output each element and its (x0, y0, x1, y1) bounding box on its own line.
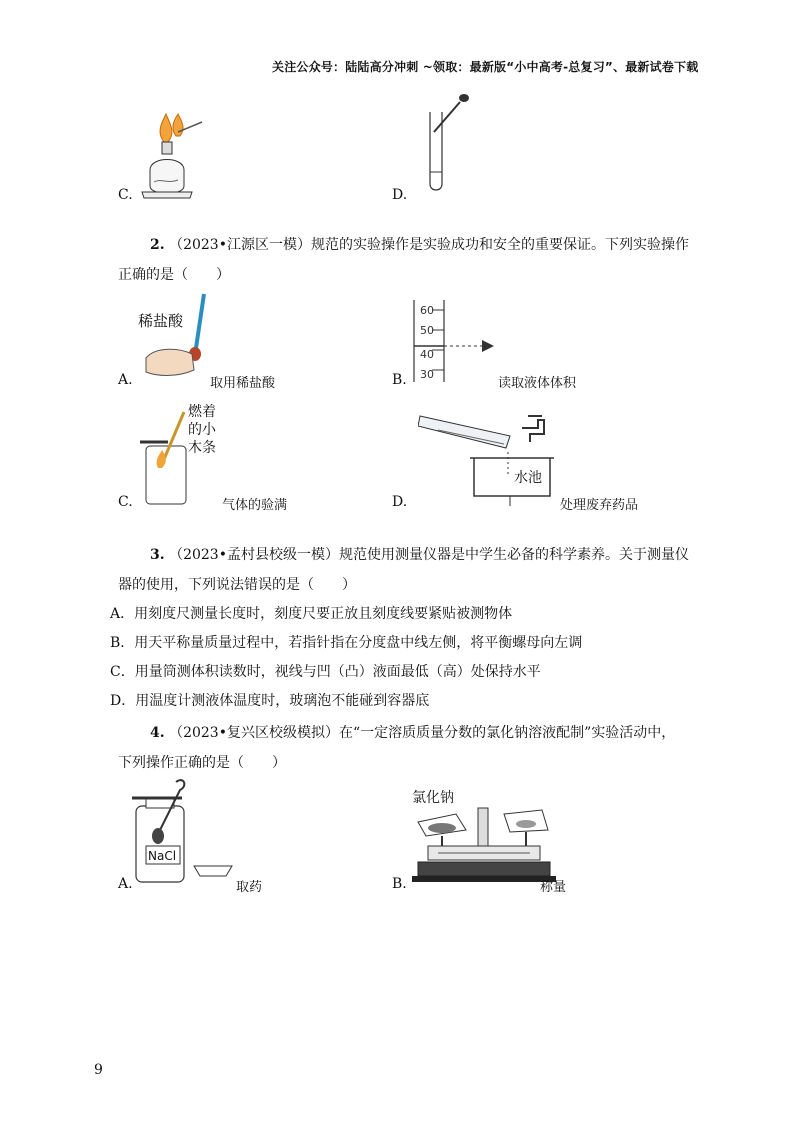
q2-figure-a-text: 稀盐酸 (138, 312, 184, 330)
q2-option-c-label: C. (118, 494, 133, 510)
q2-figure-c-text-3: 木条 (188, 440, 216, 456)
q4-option-b-caption: 称量 (540, 880, 567, 895)
q3-stem-line2: 器的使用，下列说法错误的是（ ） (118, 577, 356, 593)
q2-option-a-label: A. (118, 372, 133, 388)
q3-option-c: C．用量筒测体积读数时，视线与凹（凸）液面最低（高）处保持水平 (110, 664, 541, 680)
q4-stem-line2: 下列操作正确的是（ ） (118, 755, 286, 771)
page-header: 关注公众号：陆陆高分冲刺 ~领取：最新版“小中高考-总复习”、最新试卷下载 (272, 60, 699, 74)
page-number: 9 (94, 1062, 103, 1078)
q4-figure-b-balance (408, 784, 558, 888)
q3-option-d: D．用温度计测液体温度时，玻璃泡不能碰到容器底 (110, 693, 430, 709)
q2-option-d-label: D. (392, 494, 408, 510)
q3-number: 3. (150, 547, 165, 563)
q2-figure-c-gas-bottle (138, 402, 228, 510)
q4-option-b-label: B. (392, 876, 407, 892)
q2-option-d-caption: 处理废弃药品 (560, 498, 639, 513)
q2-stem-line1 (150, 234, 689, 254)
q2-figure-d-text: 水池 (514, 470, 542, 486)
q4-stem-text: 在“一定溶质质量分数的氯化钠溶液配制”实验活动中， (338, 725, 676, 741)
q3-option-a: A．用刻度尺测量长度时，刻度尺要正放且刻度线要紧贴被测物体 (110, 606, 513, 622)
q1-figure-c-alcohol-lamp (140, 112, 220, 211)
q1-figure-d-dropper (418, 92, 478, 206)
q3-stem-line1 (150, 544, 689, 564)
q2-figure-d-sink (418, 408, 568, 512)
q4-number: 4. (150, 725, 165, 741)
q4-option-a-caption: 取药 (236, 880, 263, 895)
q2-source: （2023•江源区一模） (169, 237, 311, 253)
q2-figure-b-cylinder (412, 298, 512, 388)
q3-stem-text: 规范使用测量仪器是中学生必备的科学素养。关于测量仪 (338, 547, 689, 563)
q4-figure-a-text: NaCl (148, 849, 177, 863)
q2-figure-c-text-1: 燃着 (188, 404, 216, 420)
q2-stem-text: 规范的实验操作是实验成功和安全的重要保证。下列实验操作 (310, 237, 689, 253)
q4-option-a-label: A. (118, 876, 133, 892)
q2-figure-c-text-2: 的小 (188, 422, 216, 438)
q4-figure-b-text: 氯化钠 (412, 790, 454, 806)
q1-option-c-label: C. (118, 187, 133, 203)
q4-figure-a-reagent-bottle (132, 776, 242, 890)
q2-option-b-caption: 读取液体体积 (498, 376, 577, 391)
q4-source: （2023•复兴区校级模拟） (169, 725, 339, 741)
q2-figure-b-tick-30: 30 (420, 368, 434, 381)
q2-number: 2. (150, 237, 165, 253)
q3-source: （2023•孟村县校级一模） (169, 547, 339, 563)
q2-stem-line2: 正确的是（ ） (118, 267, 230, 283)
q2-figure-b-tick-40: 40 (420, 348, 434, 361)
q2-option-c-caption: 气体的验满 (222, 498, 288, 513)
q2-option-b-label: B. (392, 372, 407, 388)
q2-figure-b-tick-50: 50 (420, 324, 434, 337)
q2-option-a-caption: 取用稀盐酸 (210, 376, 276, 391)
q1-option-d-label: D. (392, 187, 408, 203)
q2-figure-b-tick-60: 60 (420, 304, 434, 317)
q3-option-b: B．用天平称量质量过程中，若指针指在分度盘中线左侧，将平衡螺母向左调 (110, 635, 583, 651)
q4-stem-line1 (150, 722, 675, 742)
